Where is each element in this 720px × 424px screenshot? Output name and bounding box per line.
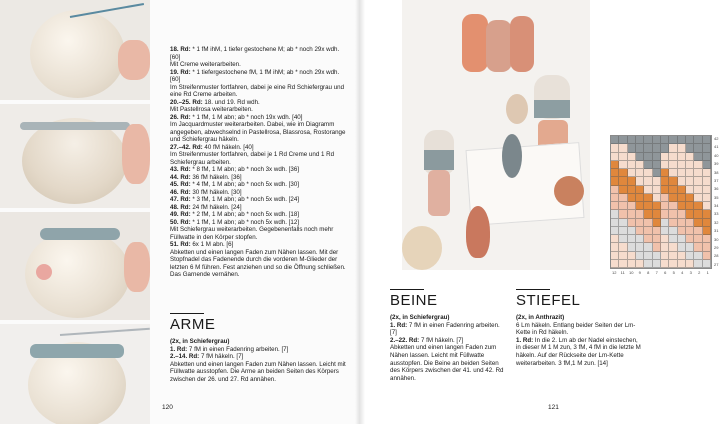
instruction-line: 26. Rd: * 1 fM, 1 M abn; ab * noch 19x wdh. [40] [170,113,303,121]
chart-cell [611,219,619,227]
chart-cell [678,136,686,144]
chart-cell [686,186,694,194]
arme-subheading: (2x, in Schiefergrau) [170,338,230,345]
chart-cell [611,194,619,202]
chart-cell [653,136,661,144]
chart-cell [628,210,636,218]
chart-cell [636,161,644,169]
chart-cell [628,219,636,227]
chart-cell [678,252,686,260]
chart-cell [636,144,644,152]
instruction-line: 20.–25. Rd: 18. und 19. Rd wdh. [170,98,260,106]
chart-cell [703,210,711,218]
chart-cell [694,169,702,177]
chart-cell [653,169,661,177]
chart-cell [678,144,686,152]
bunny-dolls-photo [402,0,590,270]
chart-cell [653,153,661,161]
chart-cell [611,186,619,194]
chart-cell [636,186,644,194]
arme-line: Abketten und einen langen Faden zum Nähen lassen. Leicht mit Füllwatte ausstopfen. Die Arme an beiden Seiten des Körpers zwischen der 26. und 27. Rd annähen. [170,360,346,383]
chart-cell [628,177,636,185]
book-gutter [355,0,365,424]
chart-cell [669,136,677,144]
chart-cell [703,219,711,227]
chart-col-label: 6 [664,270,667,275]
chart-cell [661,177,669,185]
chart-cell [669,177,677,185]
chart-cell [619,136,627,144]
chart-cell [628,194,636,202]
step-photo-1 [0,0,150,100]
chart-cell [661,219,669,227]
instruction-line: Im Jacquardmuster weiterarbeiten. Dabei, wie im Diagramm angegeben, abwechselnd in Pastellrosa, Blassrosa, Rostorange und Schiefergrau häkeln. [170,121,346,143]
instruction-line: Mit Pastellrosa weiterarbeiten. [170,106,253,113]
instruction-line: 50. Rd: * 1 fM, 1 M abn; ab * noch 5x wdh. [12] [170,218,299,226]
stiefel-heading-rule [516,289,550,290]
chart-cell [661,186,669,194]
chart-cell [669,202,677,210]
chart-col-label: 4 [681,270,684,275]
chart-cell [661,260,669,268]
chart-col-label: 12 [612,270,617,275]
chart-cell [628,161,636,169]
chart-row-label: 40 [714,152,719,158]
stiefel-line: 6 Lm häkeln. Entlang beider Seiten der Lm-Kette in Rd häkeln. [516,321,636,337]
chart-cell [636,194,644,202]
chart-row-label: 29 [714,244,719,250]
chart-cell [678,243,686,251]
chart-cell [694,243,702,251]
chart-cell [686,210,694,218]
chart-col-label: 10 [629,270,634,275]
chart-cell [669,227,677,235]
chart-row-label: 42 [714,136,719,141]
chart-cell [686,243,694,251]
beine-section [390,314,508,382]
chart-cell [686,136,694,144]
chart-cell [653,227,661,235]
chart-col-labels [610,270,712,275]
chart-cell [644,194,652,202]
chart-cell [611,243,619,251]
chart-row-label: 38 [714,169,719,175]
chart-cell [619,153,627,161]
chart-cell [644,252,652,260]
chart-cell [703,136,711,144]
chart-cell [678,169,686,177]
chart-cell [653,243,661,251]
chart-cell [619,186,627,194]
chart-cell [644,210,652,218]
chart-cell [653,144,661,152]
chart-cell [619,243,627,251]
chart-cell [636,260,644,268]
instruction-line: Abketten und einen langen Faden zum Nähen lassen. Mit der Stopfnadel das Fadenende durch die vorderen M-Glieder der letzten 6 M führen. Fest anziehen und so die Öffnung schließen. [170,248,346,271]
chart-cell [686,260,694,268]
chart-cell [678,235,686,243]
chart-cell [694,219,702,227]
chart-cell [628,153,636,161]
chart-cell [653,177,661,185]
chart-cell [644,219,652,227]
chart-cell [628,144,636,152]
chart-cell [661,227,669,235]
chart-cell [628,186,636,194]
chart-cell [611,227,619,235]
chart-row-label: 32 [714,219,719,225]
chart-cell [703,144,711,152]
stiefel-heading: STIEFEL [516,292,581,309]
chart-cell [628,136,636,144]
chart-cell [661,169,669,177]
chart-cell [644,169,652,177]
instruction-line: 27.–42. Rd: 40 fM häkeln. [40] [170,143,254,151]
beine-line: 2.–22. Rd: 7 fM häkeln. [7] [390,336,464,344]
instruction-line: 45. Rd: * 4 fM, 1 M abn; ab * noch 5x wdh. [30] [170,181,299,188]
chart-cell [628,260,636,268]
chart-cell [611,153,619,161]
chart-cell [703,177,711,185]
arme-heading: ARME [170,316,216,333]
chart-row-label: 28 [714,253,719,259]
chart-cell [686,227,694,235]
chart-cell [619,252,627,260]
chart-cell [694,161,702,169]
chart-cell [644,260,652,268]
chart-col-label: 7 [655,270,658,275]
chart-cell [694,252,702,260]
chart-cell [611,177,619,185]
chart-cell [619,227,627,235]
chart-cell [669,153,677,161]
instruction-line: 47. Rd: * 3 fM, 1 M abn; ab * noch 5x wdh. [24] [170,196,299,203]
chart-cell [661,144,669,152]
arme-line: 1. Rd: 7 fM in einen Fadenring arbeiten. [7] [170,345,289,353]
chart-cell [703,202,711,210]
chart-cell [661,243,669,251]
chart-cell [694,210,702,218]
chart-cell [653,161,661,169]
chart-cell [636,243,644,251]
chart-cell [628,169,636,177]
chart-cell [686,202,694,210]
chart-cell [619,235,627,243]
chart-cell [644,136,652,144]
chart-cell [619,161,627,169]
chart-cell [644,161,652,169]
chart-cell [703,186,711,194]
chart-cell [636,202,644,210]
chart-row-label: 33 [714,211,719,217]
chart-cell [619,194,627,202]
arme-section [170,338,350,384]
instruction-line: 51. Rd: 6x 1 M abn. [6] [170,241,234,248]
chart-cell [669,144,677,152]
chart-cell [686,153,694,161]
chart-col-label: 2 [698,270,701,275]
chart-cell [686,161,694,169]
chart-cell [686,235,694,243]
arme-heading-rule [170,313,204,314]
chart-cell [611,144,619,152]
chart-cell [703,252,711,260]
step-photo-2 [0,104,150,208]
chart-cell [694,235,702,243]
chart-row-label: 30 [714,236,719,242]
instruction-line: 46. Rd: 30 fM häkeln. [30] [170,188,242,196]
beine-heading: BEINE [390,292,438,309]
chart-cell [669,219,677,227]
stiefel-line: 1. Rd: In die 2. Lm ab der Nadel einstechen, in dieser M 1 M zun, 3 fM, 4 fM in die letzte M häkeln. Auf der Rückseite der Lm-Kette weiterarbeiten. 3 fM,1 M zun. [14] [516,336,641,367]
chart-cell [661,136,669,144]
chart-cell [694,144,702,152]
chart-cell [661,202,669,210]
chart-cell [694,227,702,235]
chart-cell [636,177,644,185]
chart-cell [669,210,677,218]
instruction-line: 19. Rd: * 1 tiefergestochene fM, 1 fM ihM; ab * noch 29x wdh. [60] [170,68,340,83]
chart-cell [636,169,644,177]
chart-cell [628,202,636,210]
chart-col-label: 11 [620,270,625,275]
arme-line: 2.–14. Rd: 7 fM häkeln. [7] [170,353,244,361]
chart-cell [619,260,627,268]
chart-col-label: 8 [647,270,650,275]
chart-cell [678,210,686,218]
chart-cell [611,210,619,218]
chart-cell [611,235,619,243]
chart-cell [644,144,652,152]
jacquard-chart [610,135,712,269]
chart-cell [661,235,669,243]
chart-cell [644,202,652,210]
chart-cell [636,235,644,243]
chart-cell [628,252,636,260]
chart-cell [694,186,702,194]
chart-cell [703,161,711,169]
chart-cell [694,260,702,268]
chart-cell [694,194,702,202]
chart-row-label: 31 [714,228,719,234]
chart-cell [678,161,686,169]
chart-cell [653,235,661,243]
chart-cell [669,194,677,202]
chart-grid [610,135,712,269]
chart-cell [636,153,644,161]
instructions-column [170,46,350,279]
chart-cell [653,252,661,260]
chart-cell [686,252,694,260]
chart-cell [678,177,686,185]
chart-row-label: 36 [714,186,719,192]
chart-cell [619,144,627,152]
chart-cell [619,219,627,227]
chart-cell [661,194,669,202]
instruction-line: 48. Rd: 24 fM häkeln. [24] [170,203,242,211]
chart-cell [686,144,694,152]
chart-cell [636,227,644,235]
chart-cell [661,161,669,169]
page-number-right: 121 [548,404,559,411]
beine-line: Abketten und einen langen Faden zum Nähen lassen. Leicht mit Füllwatte ausstopfen. Die Beine an beiden Seiten des Körpers zwischen der 41. und 42. Rd annähen. [390,344,504,382]
chart-cell [669,235,677,243]
chart-cell [611,169,619,177]
chart-cell [644,153,652,161]
chart-cell [703,194,711,202]
step-photo-3 [0,212,150,320]
chart-cell [619,202,627,210]
chart-cell [678,227,686,235]
chart-cell [678,260,686,268]
chart-cell [678,153,686,161]
chart-row-label: 39 [714,161,719,167]
page-number-left: 120 [162,404,173,411]
chart-cell [678,186,686,194]
chart-cell [686,177,694,185]
chart-cell [669,161,677,169]
chart-col-label: 3 [689,270,692,275]
chart-cell [678,219,686,227]
chart-cell [644,227,652,235]
chart-cell [644,235,652,243]
step-photo-4 [0,324,150,424]
chart-cell [694,153,702,161]
chart-cell [661,153,669,161]
chart-cell [703,243,711,251]
chart-cell [636,219,644,227]
chart-cell [653,186,661,194]
instruction-line: 44. Rd: 36 fM häkeln. [36] [170,173,242,181]
chart-cell [636,252,644,260]
beine-subheading: (2x, in Schiefergrau) [390,314,450,321]
beine-line: 1. Rd: 7 fM in einen Fadenring arbeiten. [7] [390,321,500,337]
chart-cell [611,202,619,210]
instruction-line: Mit Schiefergrau weiterarbeiten. Gegebenenfalls noch mehr Füllwatte in den Körper stopfen. [170,226,334,241]
stiefel-section [516,314,644,367]
chart-cell [686,194,694,202]
instruction-line: 43. Rd: * 8 fM, 1 M abn; ab * noch 3x wdh. [36] [170,166,299,173]
instruction-line: Mit Creme weiterarbeiten. [170,61,241,68]
chart-cell [653,260,661,268]
chart-cell [703,260,711,268]
chart-cell [678,194,686,202]
chart-col-label: 1 [706,270,709,275]
chart-cell [611,260,619,268]
chart-row-label: 41 [714,144,719,150]
chart-cell [669,260,677,268]
chart-cell [669,243,677,251]
beine-heading-rule [390,289,424,290]
chart-cell [628,243,636,251]
chart-cell [661,210,669,218]
chart-cell [653,210,661,218]
chart-cell [636,136,644,144]
chart-cell [694,202,702,210]
chart-cell [636,210,644,218]
chart-cell [628,227,636,235]
chart-cell [669,186,677,194]
chart-cell [686,219,694,227]
chart-cell [611,136,619,144]
chart-row-label: 37 [714,177,719,183]
chart-cell [678,202,686,210]
chart-cell [694,177,702,185]
instruction-line: Im Streifenmuster fortfahren, dabei je 1 Rd Creme und 1 Rd Schiefergrau arbeiten. [170,151,335,166]
chart-cell [653,194,661,202]
chart-cell [661,252,669,260]
chart-cell [703,169,711,177]
chart-cell [611,161,619,169]
stiefel-subheading: (2x, in Anthrazit) [516,314,565,321]
chart-col-label: 9 [638,270,641,275]
chart-row-label: 34 [714,203,719,208]
chart-cell [653,202,661,210]
chart-cell [644,186,652,194]
chart-cell [619,177,627,185]
chart-cell [686,169,694,177]
instruction-line: Das Garnende vernähen. [170,271,240,278]
chart-cell [703,235,711,243]
chart-cell [611,252,619,260]
chart-cell [619,169,627,177]
chart-row-label: 27 [714,261,719,267]
chart-cell [644,177,652,185]
chart-col-label: 5 [672,270,675,275]
chart-cell [628,235,636,243]
chart-cell [653,219,661,227]
instruction-line: Im Streifenmuster fortfahren, dabei je eine Rd Schiefergrau und eine Rd Creme arbeiten. [170,83,345,98]
chart-cell [703,227,711,235]
chart-row-label: 35 [714,194,719,200]
chart-cell [619,210,627,218]
instruction-line: 18. Rd: * 1 fM ihM, 1 tiefer gestochene M; ab * noch 29x wdh. [60] [170,46,340,61]
chart-cell [703,153,711,161]
chart-cell [669,252,677,260]
instruction-line: 49. Rd: * 2 fM, 1 M abn; ab * noch 5x wdh. [18] [170,211,299,218]
chart-cell [644,243,652,251]
chart-row-labels [714,135,720,269]
chart-cell [669,169,677,177]
chart-cell [694,136,702,144]
